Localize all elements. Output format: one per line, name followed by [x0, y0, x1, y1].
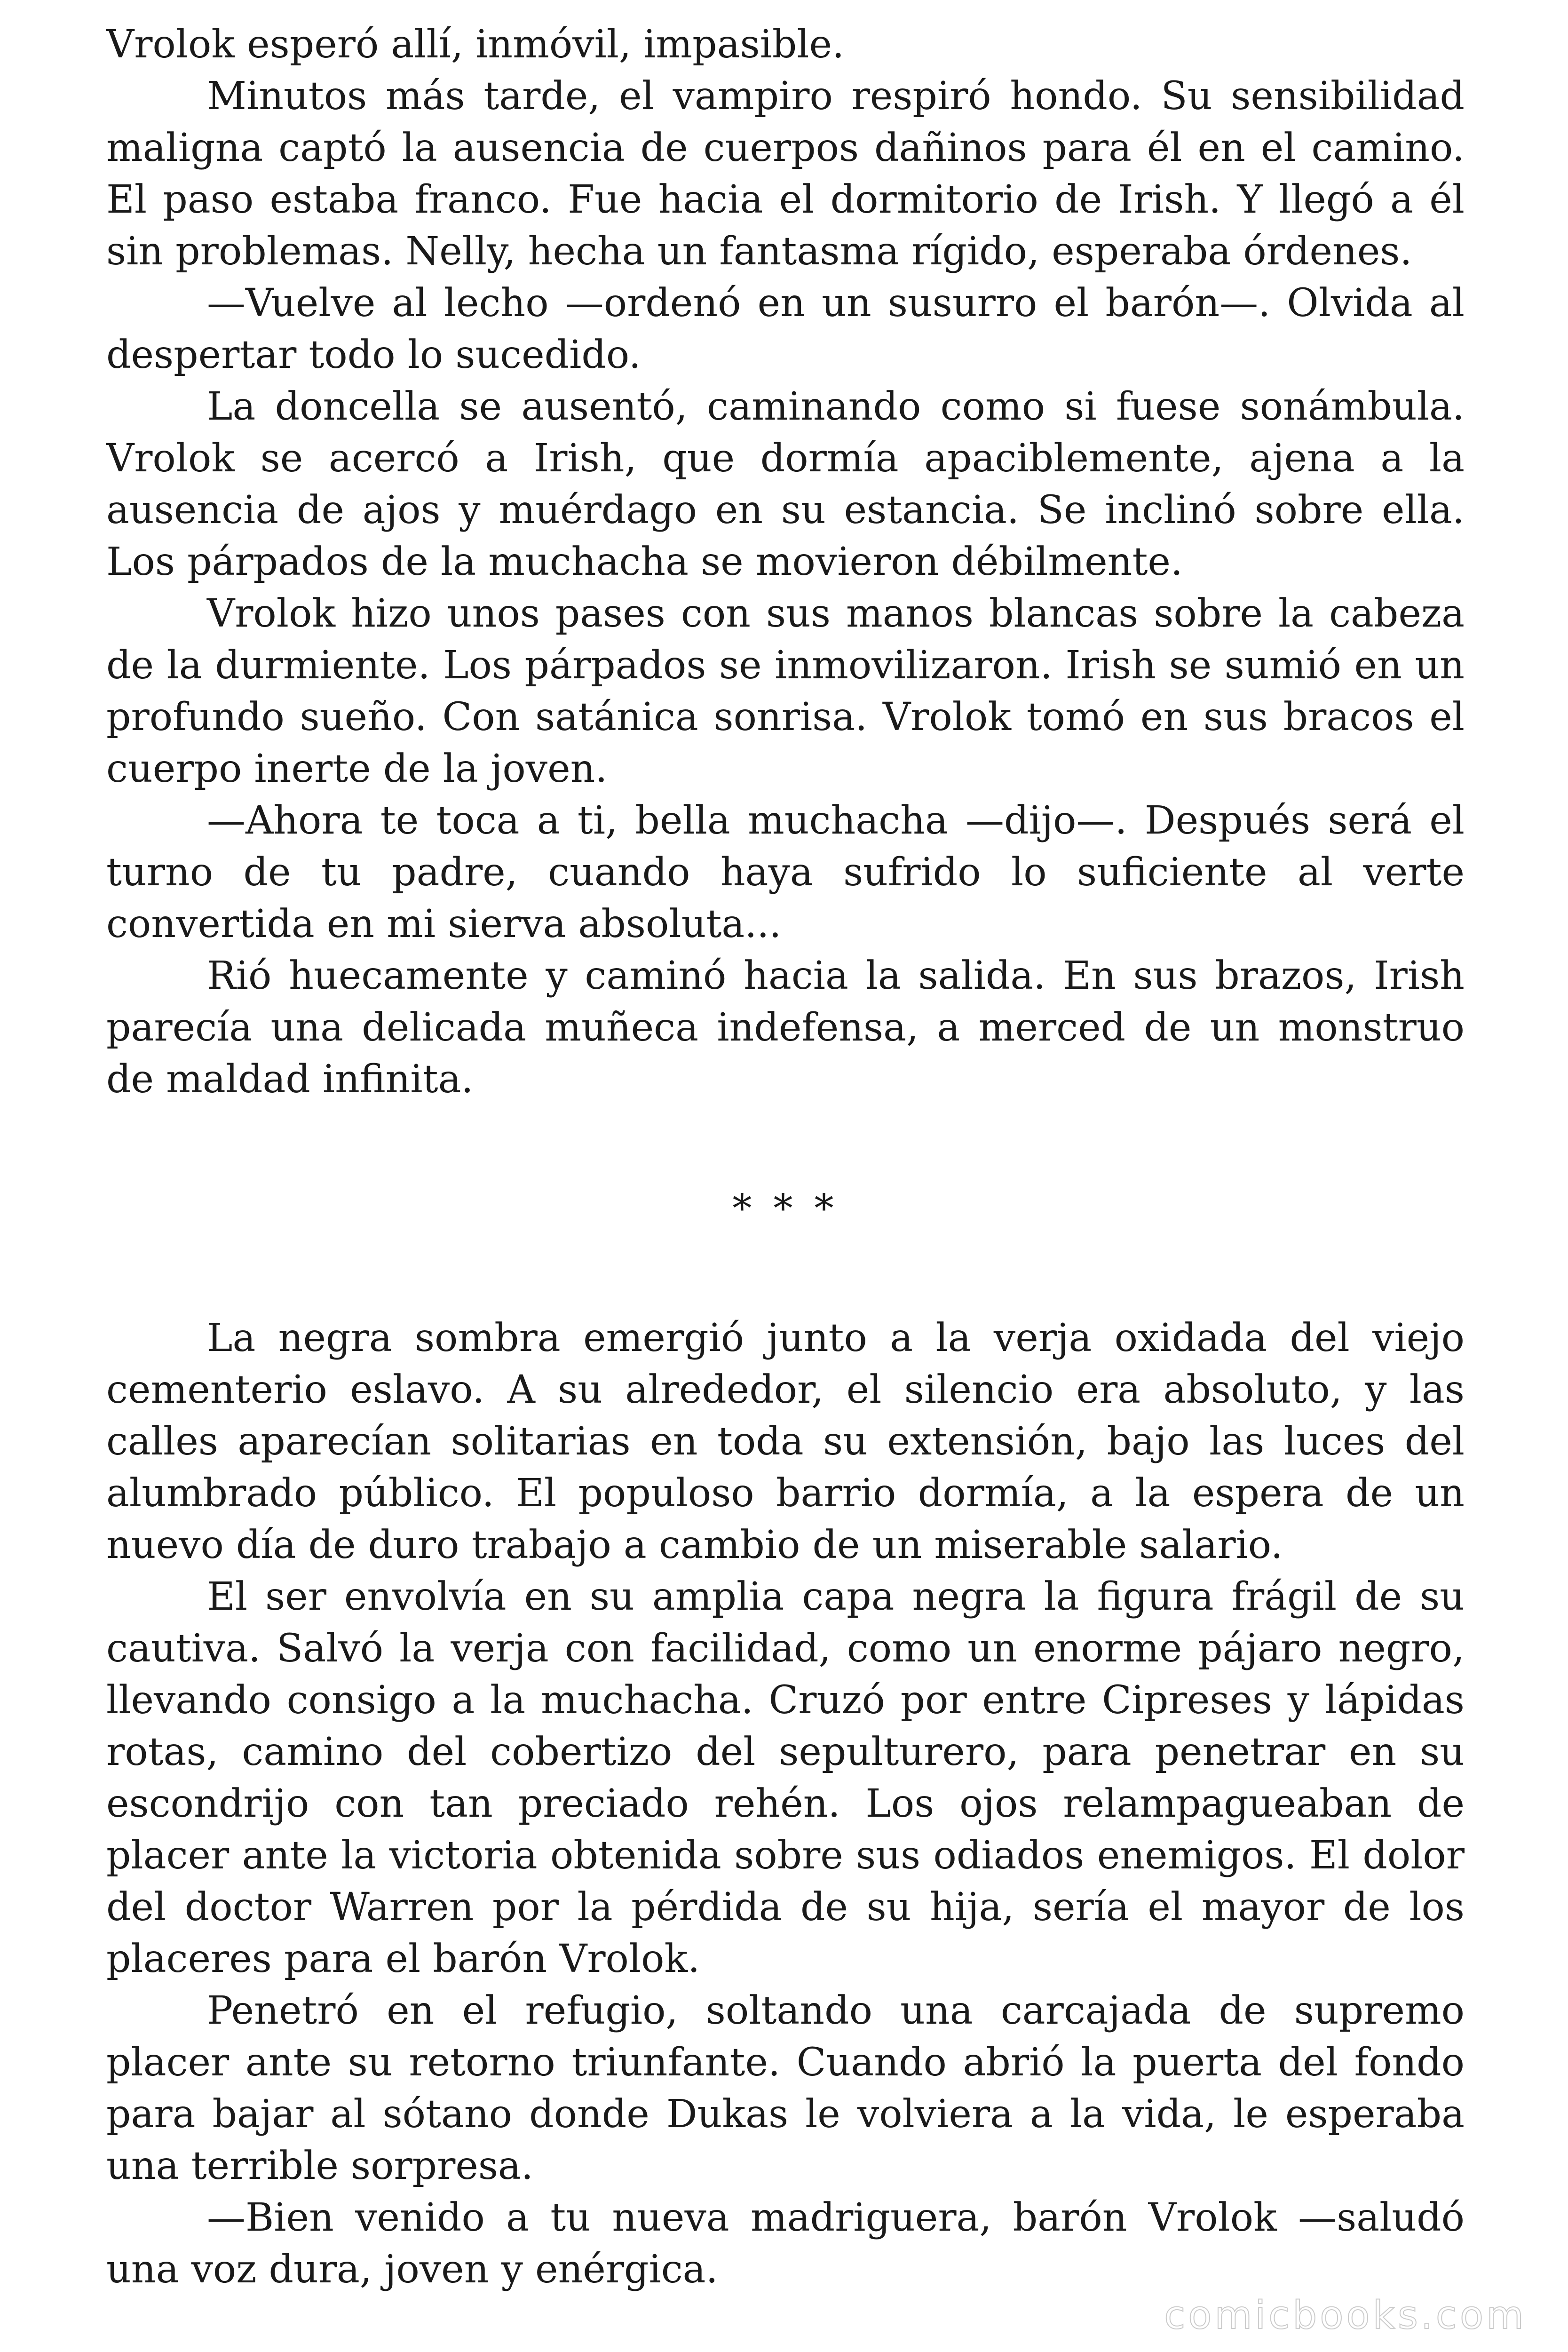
- scene-break-separator: * * *: [732, 1186, 839, 1231]
- paragraph: Vrolok esperó allí, inmóvil, impasible.: [106, 22, 845, 67]
- paragraph: La doncella se ausentó, caminando como si fuese sonámbula. Vrolok se acercó a Irish, que dormía apaciblemente, ajena a la ausencia de ajos y muérdago en su estancia. Se inclinó sobre ella. Los párpados de la muchacha se movieron débilmente.: [106, 384, 1465, 584]
- paragraph: —Vuelve al lecho —ordenó en un susurro el barón—. Olvida al despertar todo lo sucedido.: [106, 281, 1465, 377]
- book-page: [106, 19, 1465, 2296]
- paragraph: Rió huecamente y caminó hacia la salida. En sus brazos, Irish parecía una delicada muñeca indefensa, a merced de un monstruo de maldad infinita.: [106, 954, 1465, 1102]
- paragraph: La negra sombra emergió junto a la verja oxidada del viejo cementerio eslavo. A su alrededor, el silencio era absoluto, y las calles aparecían solitarias en toda su extensión, bajo las luces del alumbrado público. El populoso barrio dormía, a la espera de un nuevo día de duro trabajo a cambio de un miserable salario.: [106, 1316, 1465, 1567]
- paragraph: El ser envolvía en su amplia capa negra la figura frágil de su cautiva. Salvó la verja con facilidad, como un enorme pájaro negro, llevando consigo a la muchacha. Cruzó por entre Cipreses y lápidas rotas, camino del cobertizo del sepulturero, para penetrar en su escondrijo con tan preciado rehén. Los ojos relampagueaban de placer ante la victoria obtenida sobre sus odiados enemigos. El dolor del doctor Warren por la pérdida de su hija, sería el mayor de los placeres para el barón Vrolok.: [106, 1574, 1465, 1981]
- paragraph: Minutos más tarde, el vampiro respiró hondo. Su sensibilidad maligna captó la ausencia de cuerpos dañinos para él en el camino. El paso estaba franco. Fue hacia el dormitorio de Irish. Y llegó a él sin problemas. Nelly, hecha un fantasma rígido, esperaba órdenes.: [106, 74, 1465, 274]
- paragraph: —Bien venido a tu nueva madriguera, barón Vrolok —saludó una voz dura, joven y enérgica.: [106, 2195, 1465, 2292]
- paragraph: Vrolok hizo unos pases con sus manos blancas sobre la cabeza de la durmiente. Los párpados se inmovilizaron. Irish se sumió en un profundo sueño. Con satánica sonrisa. Vrolok tomó en sus bracos el cuerpo inerte de la joven.: [106, 591, 1465, 791]
- paragraph: —Ahora te toca a ti, bella muchacha —dijo—. Después será el turno de tu padre, cuando haya sufrido lo suficiente al verte convertida en mi sierva absoluta...: [106, 798, 1465, 946]
- paragraph: Penetró en el refugio, soltando una carcajada de supremo placer ante su retorno triunfante. Cuando abrió la puerta del fondo para bajar al sótano donde Dukas le volviera a la vida, le esperaba una terrible sorpresa.: [106, 1988, 1465, 2188]
- site-watermark: comicbooks.com: [1164, 2293, 1527, 2338]
